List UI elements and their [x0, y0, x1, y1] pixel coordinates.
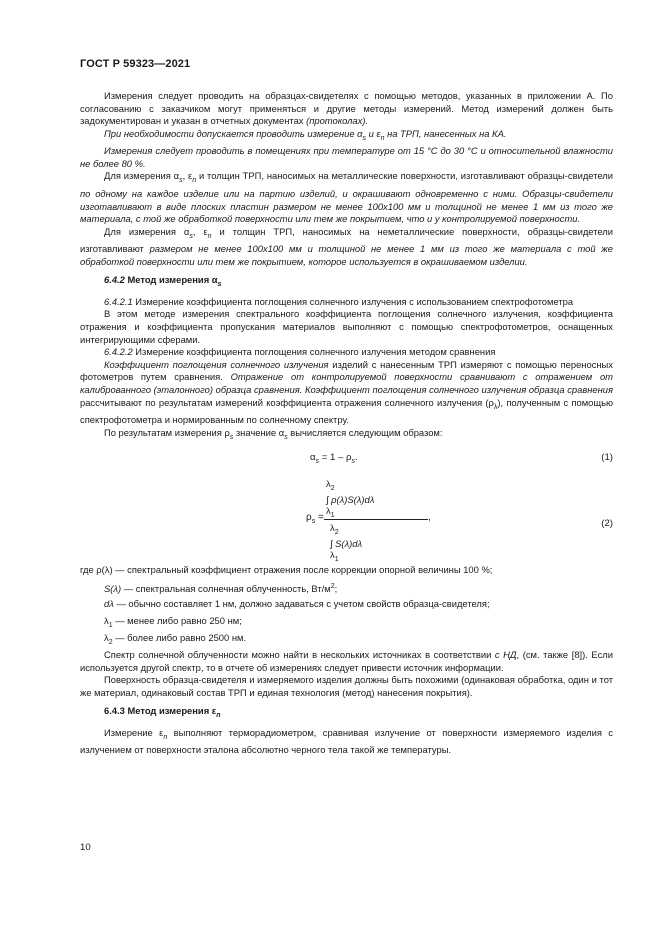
- paragraph: Измерение $\varepsilon_n$ выполняют терморадиометром, сравнивая излучение от поверхности измеряемого изделия с излучением от поверхности эталона абсолютно черного тела такой же температуры.: [80, 726, 613, 756]
- definition-item: dλ — обычно составляет 1 нм, должно задаваться с учетом свойств образца-свидетеля;: [104, 598, 490, 610]
- definitions-list: [80, 564, 613, 649]
- paragraph: Измерения следует проводить на образцах-свидетелях с помощью методов, указанных в приложении А. По согласованию с заказчиком могут применяться и другие методы измерений. Метод измерений должен быть задокументирован и указан в отчетных документах (протоколах).: [80, 90, 613, 127]
- paragraph: Для измерения $\alpha_s$, $\varepsilon_n$ и толщин ТРП, наносимых на металлические поверхности, изготавливают образцы-свидетели по одному на каждое изделие или на партию изделий, и окрашивают одновременно с ними. Образцы-свидетели изготавливают в виде плоских пластин размером не менее 100х100 мм и толщиной не менее 1 мм из того же материала, с той же обработкой поверхности или тем же покрытием, что и у контролируемой поверхности.: [80, 170, 613, 225]
- definition-item: где ρ(λ) — спектральный коэффициент отражения после коррекции опорной величины 100 %;: [80, 564, 493, 576]
- paragraph: В этом методе измерения спектрального коэффициента поглощения солнечного излучения, коэффициента отражения и коэффициента пропускания материалов выполняют с помощью спектрофотометров, оснащенных интегрирующими сферами.: [80, 308, 613, 345]
- paragraph: Спектр солнечной облученности можно найти в нескольких источниках в соответствии с НД, (см. также [8]). Если используется другой спектр, то в отчете об измерениях следует привести источник информации.: [80, 649, 613, 673]
- fraction-line: [324, 519, 428, 520]
- paragraph: Поверхность образца-свидетеля и измеряемого изделия должны быть похожими (одинаковая обработка, один и тот же материал, одинаковый состав ТРП и единая технология (метод) нанесения покрытия).: [80, 674, 613, 698]
- equation-2-numerator: $\lambda_2$ ∫ ρ(λ)S(λ)dλ $\lambda_1$: [326, 478, 375, 519]
- definition-item: $\lambda_1$ — менее либо равно 250 нм;: [104, 615, 242, 629]
- equation-2-lhs: $\rho_s$ =: [306, 512, 324, 526]
- page-content: [80, 90, 613, 757]
- definition-item: $\lambda_2$ — более либо равно 2500 нм.: [104, 632, 247, 646]
- equation-2-comma: ,: [428, 512, 431, 524]
- paragraph: Измерения следует проводить в помещениях при температуре от 15 °С до 30 °С и относительной влажности не более 80 %.: [80, 145, 613, 169]
- equation-2: [80, 478, 613, 562]
- paragraph: Для измерения $\alpha_s$, $\varepsilon_n$ и толщин ТРП, наносимых на неметаллические поверхности, образцы-свидетели изготавливают размером не менее 100х100 мм и толщиной не менее 1 мм из того же материала с той же обработкой поверхности или тем же покрытием, которое используется в окрашиваемом изделии.: [80, 225, 614, 267]
- equation-2-denominator: $\lambda_2$ ∫ S(λ)dλ $\lambda_1$: [330, 522, 363, 563]
- equation-1: [80, 444, 613, 474]
- section-heading-6-4-2: 6.4.2 Метод измерения $\alpha_s$: [104, 274, 222, 289]
- paragraph: По результатам измерения $\rho_s$ значение $\alpha_s$ вычисляется следующим образом:: [104, 426, 443, 441]
- paragraph: 6.4.2.2 Измерение коэффициента поглощения солнечного излучения методом сравнения: [104, 346, 496, 358]
- equation-2-number: (2): [601, 518, 613, 530]
- page-number: 10: [80, 842, 91, 853]
- standard-header: ГОСТ Р 59323—2021: [80, 58, 191, 70]
- paragraph: 6.4.2.1 Измерение коэффициента поглощения солнечного излучения с использованием спектрофотометра: [104, 295, 574, 307]
- paragraph: Коэффициент поглощения солнечного излучения изделий с нанесенным ТРП измеряют с помощью переносных фотометров путем сравнения. Отражение от контролируемой поверхности сравнивают с отражением от калиброванного (эталонного) образца сравнения. Коэффициент поглощения солнечного излучения образца сравнения рассчитывают по результатам измерений коэффициента отражения солнечного излучения $(\rho_\lambda)$, полученным с помощью спектрофотометра и нормированным по солнечному спектру.: [80, 358, 613, 426]
- section-heading-6-4-3: 6.4.3 Метод измерения $\varepsilon_n$: [104, 705, 221, 720]
- equation-1-number: (1): [601, 452, 613, 464]
- paragraph: При необходимости допускается проводить измерение $\alpha_s$ и $\varepsilon_n$ на ТРП, нанесенных на КА.: [104, 127, 507, 142]
- equation-1-body: $\alpha_s = 1 - \rho_s$.: [310, 452, 358, 465]
- definition-item: S(λ) — спектральная солнечная облученность, $Вт/м^2$;: [104, 583, 338, 595]
